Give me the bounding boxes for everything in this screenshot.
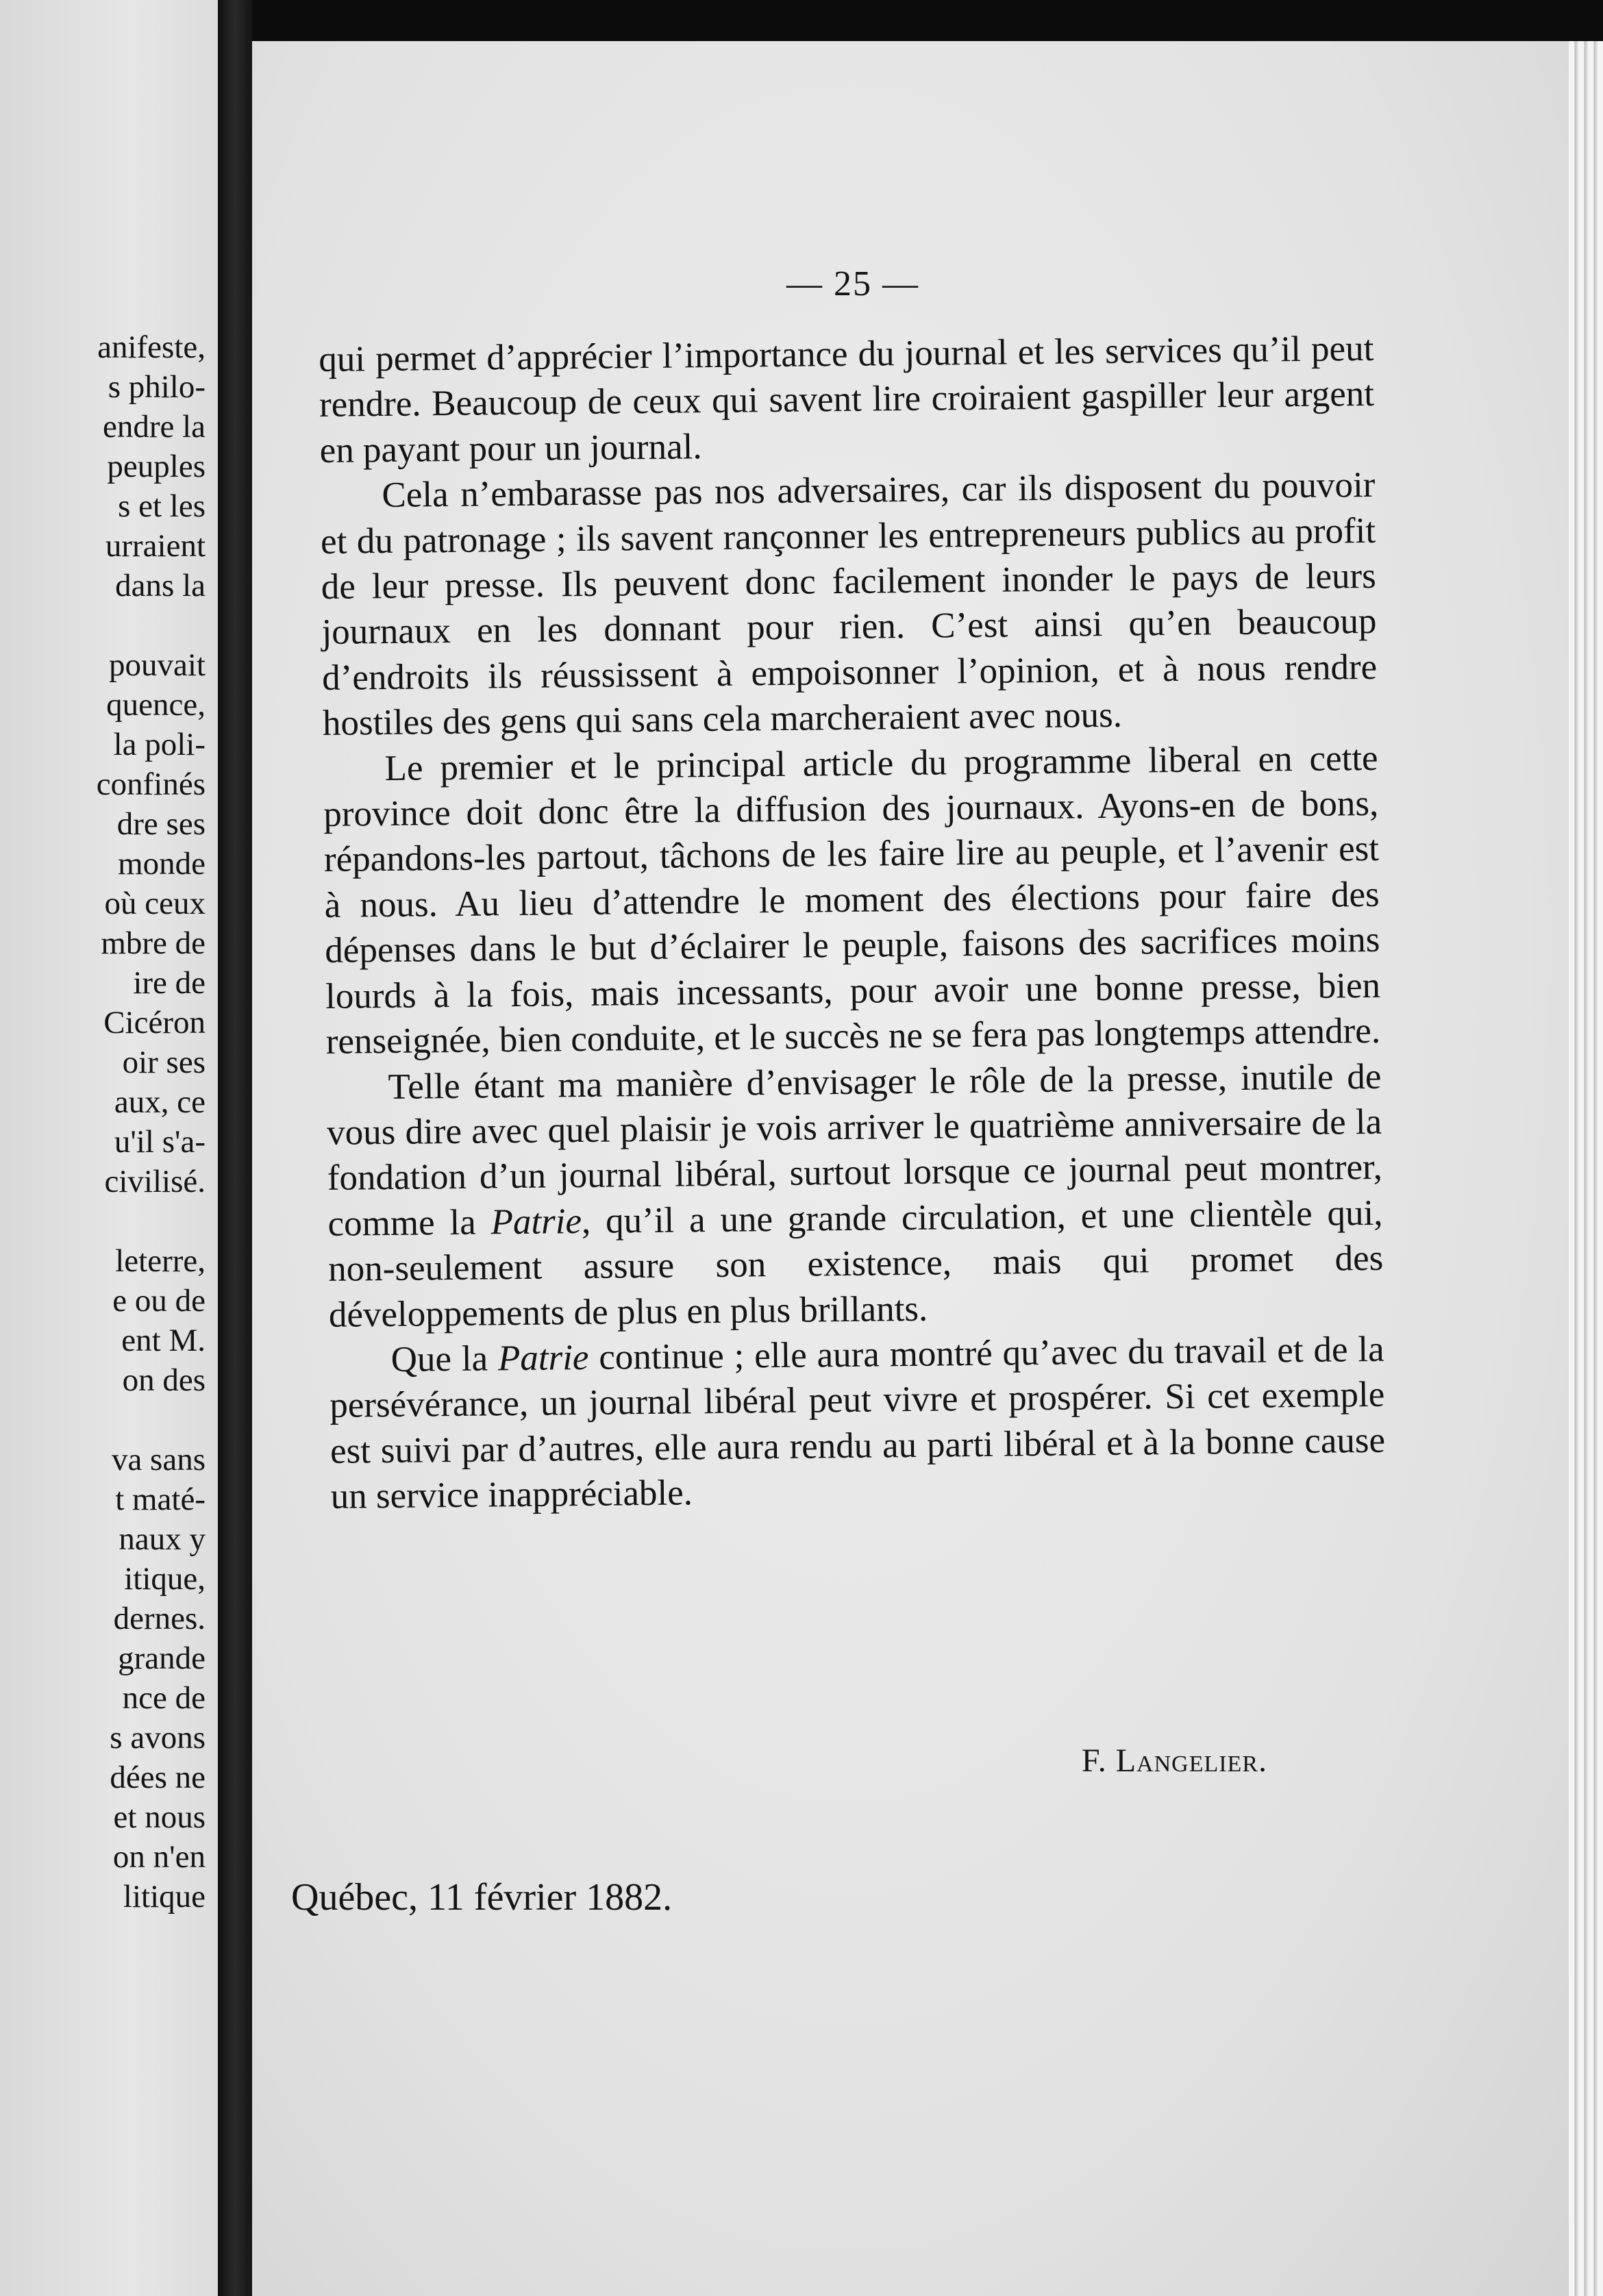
left-page-line: pouvait: [109, 647, 206, 683]
left-page-line: quence,: [106, 687, 206, 723]
book-gutter: [218, 0, 252, 2296]
left-page-edge: [0, 0, 218, 2296]
paragraph-3: Le premier et le principal article du programme liberal en cette province doit donc être la diffusion des journaux. Ayons-en de bons, répandons-les partout, tâchons de les faire lire au peuple, et l’avenir est à nous. Au lieu d’attendre le moment des élections pour faire des dépenses dans le but d’éclairer le peuple, faisons des sacrifices moins lourds à la fois, mais incessants, pour avoir une bonne presse, bien renseignée, bien conduite, et le succès ne se fera pas longtemps attendre.: [323, 738, 1381, 1062]
left-page-line: s avons: [110, 1720, 206, 1756]
left-page-line: dernes.: [113, 1601, 206, 1636]
signature: F. Langelier.: [1081, 1743, 1267, 1779]
left-page-line: itique,: [124, 1561, 206, 1597]
left-page-line: où ceux: [104, 886, 206, 921]
left-page-line: urraient: [105, 528, 206, 564]
paragraph-5-text-a: Que la: [390, 1338, 499, 1380]
left-page-line: monde: [118, 846, 206, 882]
left-page-line: oir ses: [122, 1045, 206, 1080]
left-page-line: endre la: [102, 409, 206, 445]
patrie-title: Patrie: [490, 1201, 582, 1243]
patrie-title: Patrie: [497, 1337, 589, 1379]
left-page-line: la poli-: [113, 727, 206, 762]
left-page-line: grande: [118, 1640, 206, 1676]
left-page-line: confinés: [96, 766, 206, 802]
page-number: — 25 —: [786, 264, 919, 303]
left-page-line: nce de: [122, 1680, 206, 1716]
left-page-line: [0, 1201, 206, 1241]
left-page-line: dées ne: [110, 1760, 206, 1795]
paragraph-2: Cela n’embarasse pas nos adversaires, car ils disposent du pouvoir et du patronage ; ils savent rançonner les entrepreneurs publics au profit de leur presse. Ils peuvent donc facilement inonder le pays de leurs journaux en les donnant pour rien. C’est ainsi qu’en beaucoup d’endroits ils réussissent à empoisonner l’opinion, et à nous rendre hostiles des gens qui sans cela marcheraient avec nous.: [320, 465, 1378, 744]
left-page-line: dre ses: [116, 806, 206, 842]
left-page-line: naux y: [119, 1521, 206, 1557]
left-page-line: aux, ce: [114, 1084, 206, 1120]
paragraph-4-text-a: Telle étant ma manière d’envisager le rôle de la presse, inutile de vous dire avec quel plaisir je vois arriver le quatrième anniversaire de la fondation d’un journal libéral, surtout lorsque ce journal peut montrer, comme la: [326, 1056, 1383, 1244]
left-page-line: dans la: [115, 568, 206, 603]
paragraph-5-text-b: continue ; elle aura montré qu’avec du travail et de la persévérance, un journal libéral peut vivre et prospérer. Si cet exemple est suivi par d’autres, elle aura rendu au parti libéral et à la bonne cause un service inappréciable.: [330, 1329, 1386, 1517]
left-page-line: peuples: [107, 449, 206, 484]
left-page-line: ent M.: [121, 1323, 206, 1358]
left-page-line: t maté-: [115, 1482, 206, 1517]
left-page-line: s et les: [118, 488, 206, 524]
left-page-line: ire de: [133, 965, 206, 1001]
paragraph-5: [329, 1327, 1386, 1520]
left-page-line: s philo-: [108, 369, 206, 405]
left-page-line: va sans: [111, 1442, 206, 1477]
left-page-line: on des: [122, 1362, 206, 1398]
dateline: Québec, 11 février 1882.: [291, 1876, 673, 1919]
left-page-line: [0, 1400, 206, 1440]
right-page-edges: [1569, 41, 1603, 2296]
left-page-line: mbre de: [101, 925, 206, 961]
left-page-line: leterre,: [115, 1243, 206, 1279]
paragraph-4-text-b: , qu’il a une grande circulation, et une clientèle qui, non-seulement assure son existence, mais qui promet des développements de plus en plus brillants.: [327, 1193, 1384, 1335]
article-body: [319, 326, 1386, 1520]
left-page-line: et nous: [113, 1799, 206, 1835]
paragraph-4: [326, 1053, 1384, 1338]
left-page-line: anifeste,: [97, 329, 206, 365]
left-page-line: litique: [123, 1879, 206, 1914]
left-page-line: e ou de: [112, 1283, 206, 1319]
paragraph-1: qui permet d’apprécier l’importance du journal et les services qu’il peut rendre. Beaucoup de ceux qui savent lire croiraient gaspiller leur argent en payant pour un journal.: [319, 328, 1375, 471]
left-page-line: u'il s'a-: [114, 1124, 206, 1160]
left-page-line: [0, 606, 206, 645]
left-page-line: Cicéron: [103, 1005, 206, 1040]
left-page-line: civilisé.: [104, 1164, 206, 1199]
left-page-text-fragments: [0, 327, 206, 1917]
left-page-line: on n'en: [112, 1839, 206, 1875]
